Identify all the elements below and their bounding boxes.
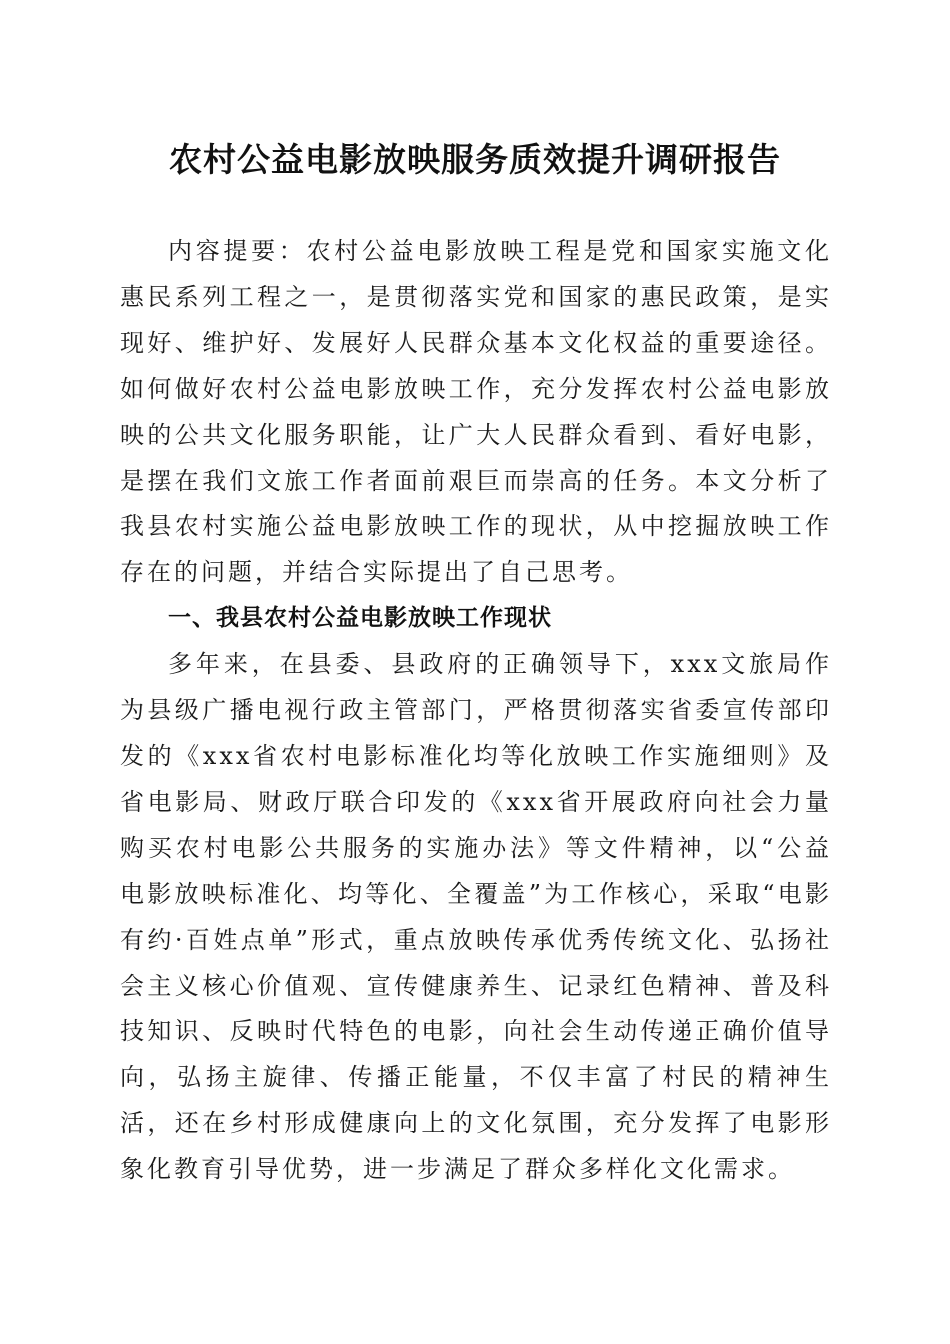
section-heading: 一、我县农村公益电影放映工作现状 — [168, 605, 552, 632]
section-paragraph: 多年来，在县委、县政府的正确领导下，xxx文旅局作为县级广播电视行政主管部门，严格贯彻落实省委宣传部印发的《xxx省农村电影标准化均等化放映工作实施细则》及省电影局、财政厅联合印发的《xxx省开展政府向社会力量购买农村电影公共服务的实施办法》等文件精神，以“公益电影放映标准化、均等化、全覆盖”为工作核心，采取“电影有约·百姓点单”形式，重点放映传承优秀传统文化、弘扬社会主义核心价值观、宣传健康养生、记录红色精神、普及科技知识、反映时代特色的电影，向社会生动传递正确价值导向，弘扬主旋律、传播正能量，不仅丰富了村民的精神生活，还在乡村形成健康向上的文化氛围，充分发挥了电影形象化教育引导优势，进一步满足了群众多样化文化需求。 — [120, 650, 832, 1184]
document-body — [120, 229, 832, 1193]
document-title: 农村公益电影放映服务质效提升调研报告 — [169, 140, 781, 179]
abstract-paragraph: 内容提要：农村公益电影放映工程是党和国家实施文化惠民系列工程之一，是贯彻落实党和国家的惠民政策，是实现好、维护好、发展好人民群众基本文化权益的重要途径。如何做好农村公益电影放映工作，充分发挥农村公益电影放映的公共文化服务职能，让广大人民群众看到、看好电影，是摆在我们文旅工作者面前艰巨而崇高的任务。本文分析了我县农村实施公益电影放映工作的现状，从中挖掘放映工作存在的问题，并结合实际提出了自己思考。 — [120, 237, 832, 587]
